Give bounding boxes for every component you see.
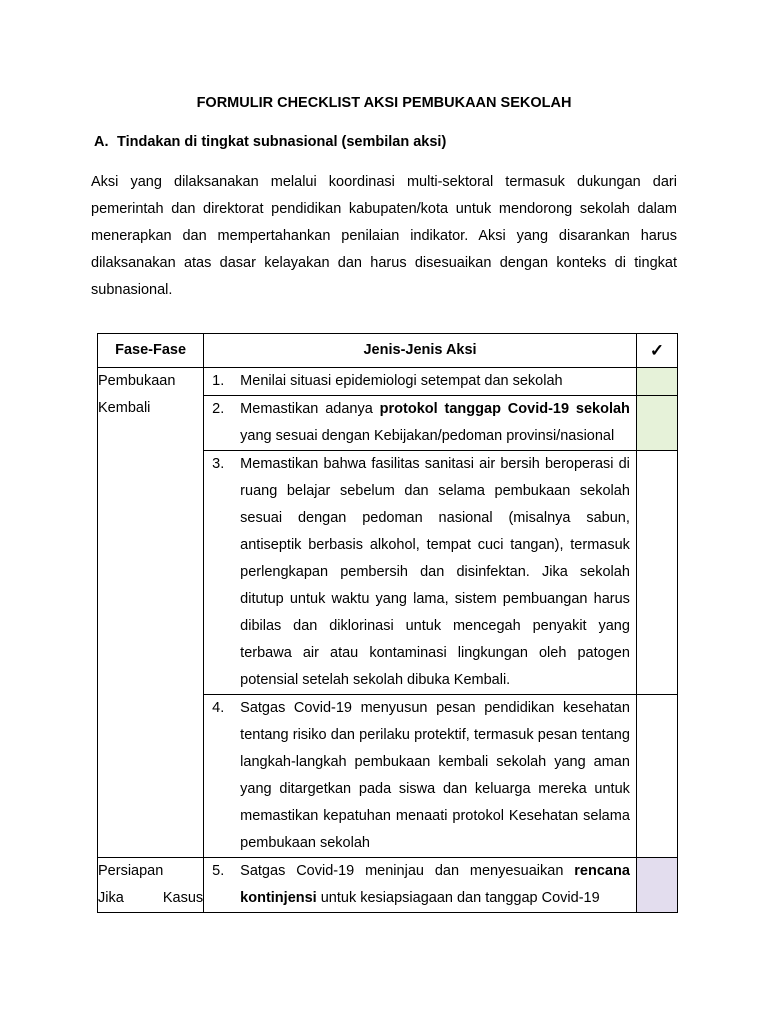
checkbox-cell[interactable] xyxy=(636,451,677,695)
table-header-row xyxy=(98,334,678,368)
item-number: 3. xyxy=(212,456,225,472)
section-letter: A. xyxy=(94,134,109,150)
checkbox-cell[interactable] xyxy=(636,858,677,913)
item-text-part: untuk kesiapsiagaan dan tanggap Covid-19 xyxy=(316,890,600,906)
section-heading-text: Tindakan di tingkat subnasional (sembilan aksi) xyxy=(117,134,447,150)
header-check-icon: ✓ xyxy=(636,334,677,368)
phase-label: Pembukaan xyxy=(98,373,176,389)
item-text-part: yang sesuai dengan Kebijakan/pedoman provinsi/nasional xyxy=(240,428,615,444)
document-title: FORMULIR CHECKLIST AKSI PEMBUKAAN SEKOLAH xyxy=(196,95,572,111)
item-text-part: Memastikan adanya xyxy=(240,401,380,417)
item-text-bold: rencana kontinjensi xyxy=(240,863,630,906)
phase-cell-persiapan xyxy=(98,858,204,913)
item-number: 1. xyxy=(212,373,225,389)
action-item-4 xyxy=(204,695,637,858)
table-row xyxy=(98,368,678,396)
checkbox-cell[interactable] xyxy=(636,695,677,858)
item-text: Menilai situasi epidemiologi setempat dan sekolah xyxy=(240,373,563,389)
phase-label-line xyxy=(98,885,203,912)
checkbox-cell[interactable] xyxy=(636,368,677,396)
phase-label: Persiapan xyxy=(98,863,164,879)
action-item-2 xyxy=(204,396,637,451)
action-item-5 xyxy=(204,858,637,913)
item-text xyxy=(238,858,636,912)
item-number: 4. xyxy=(212,700,225,716)
item-number: 2. xyxy=(212,401,225,417)
item-text-bold: protokol tanggap Covid-19 sekolah xyxy=(379,401,630,417)
table-row xyxy=(98,858,678,913)
phase-label: Jika xyxy=(98,890,124,906)
action-item-3 xyxy=(204,451,637,695)
actions-table xyxy=(97,333,678,913)
header-fase: Fase-Fase xyxy=(98,334,204,368)
phase-label: Kembali xyxy=(98,400,151,416)
item-text: Satgas Covid-19 menyusun pesan pendidikan kesehatan tentang risiko dan perilaku protektif, termasuk pesan tentang langkah-langkah pembukaan kembali sekolah yang aman yang ditargetkan pada siswa dan keluarga mereka untuk memastikan kepatuhan menaati protokol Kesehatan selama pembukaan sekolah xyxy=(240,700,630,851)
phase-label: Kasus xyxy=(162,890,204,906)
intro-paragraph: Aksi yang dilaksanakan melalui koordinasi multi-sektoral termasuk dukungan dari pemerintah dan direktorat pendidikan kabupaten/kota untuk mendorong sekolah dalam menerapkan dan mempertahankan penilaian indikator. Aksi yang disarankan harus dilaksanakan atas dasar kelayakan dan harus disesuaikan dengan konteks di tingkat subnasional. xyxy=(91,174,677,298)
section-heading xyxy=(94,132,446,152)
checkbox-cell[interactable] xyxy=(636,396,677,451)
item-number: 5. xyxy=(212,863,225,879)
item-text: Memastikan bahwa fasilitas sanitasi air bersih beroperasi di ruang belajar sebelum dan selama pembukaan sekolah sesuai dengan pedoman nasional (misalnya sabun, antiseptik berbasis alkohol, tempat cuci tangan), termasuk perlengkapan pembersih dan disinfektan. Jika sekolah ditutup untuk waktu yang lama, sistem pembuangan harus dibilas dan diklorinasi untuk mencegah penyakit yang terbawa air atau kontaminasi lingkungan oleh patogen potensial setelah sekolah dibuka Kembali. xyxy=(240,456,630,688)
header-aksi: Jenis-Jenis Aksi xyxy=(204,334,637,368)
action-item-1 xyxy=(204,368,637,396)
item-text xyxy=(238,396,636,450)
item-text-part: Satgas Covid-19 meninjau dan menyesuaikan xyxy=(240,863,575,879)
phase-cell-pembukaan xyxy=(98,368,204,858)
